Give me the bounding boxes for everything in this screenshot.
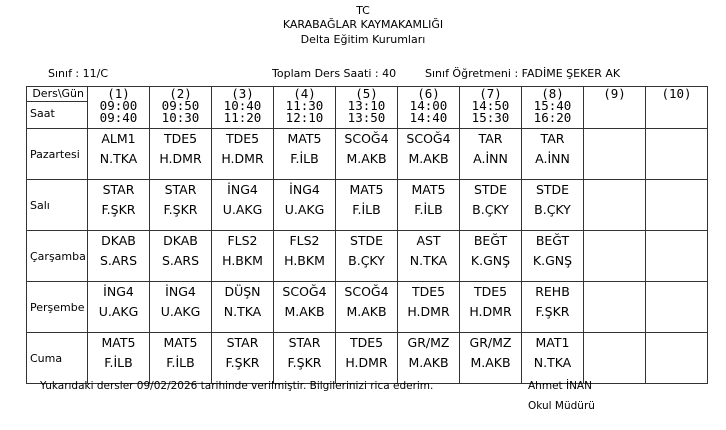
lesson-teacher: B.ÇKY xyxy=(472,202,509,217)
lesson-cell xyxy=(88,231,150,282)
lesson-course: STAR xyxy=(226,335,259,350)
day-label: Cuma xyxy=(27,333,88,384)
lesson-cell xyxy=(584,180,646,231)
lesson-course: SCOĞ4 xyxy=(344,284,389,299)
lesson-cell xyxy=(336,231,398,282)
lesson-course: SCOĞ4 xyxy=(406,131,451,146)
lesson-cell xyxy=(88,180,150,231)
header-line-district: KARABAĞLAR KAYMAKAMLIĞI xyxy=(282,18,444,31)
lesson-course: MAT5 xyxy=(411,182,446,197)
day-row xyxy=(27,180,708,231)
lesson-teacher: M.AKB xyxy=(408,151,449,166)
period-no: (2) xyxy=(169,86,192,101)
lesson-teacher: M.AKB xyxy=(408,355,449,370)
lesson-course: FLS2 xyxy=(289,233,320,248)
corner-lessons-days: Ders\Gün xyxy=(27,87,87,102)
period-header-8 xyxy=(522,87,584,129)
day-label: Salı xyxy=(27,180,88,231)
lesson-cell xyxy=(398,180,460,231)
lesson-course: DKAB xyxy=(163,233,198,248)
lesson-course: İNG4 xyxy=(103,284,134,299)
period-start: 11:30 xyxy=(285,98,324,113)
lesson-cell xyxy=(522,180,584,231)
day-row xyxy=(27,231,708,282)
total-hours-label: Toplam Ders Saati : 40 xyxy=(272,67,397,80)
period-end: 16:20 xyxy=(533,110,572,125)
lesson-teacher: M.AKB xyxy=(284,304,325,319)
lesson-teacher: A.İNN xyxy=(473,151,508,166)
lesson-cell xyxy=(336,129,398,180)
lesson-cell xyxy=(584,231,646,282)
day-label: Pazartesi xyxy=(27,129,88,180)
lesson-course: TDE5 xyxy=(411,284,446,299)
lesson-course: STAR xyxy=(164,182,197,197)
lesson-course: İNG4 xyxy=(165,284,196,299)
lesson-teacher: H.DMR xyxy=(221,151,264,166)
period-end: 12:10 xyxy=(285,110,324,125)
lesson-course: STDE xyxy=(535,182,570,197)
lesson-course: TDE5 xyxy=(473,284,508,299)
lesson-teacher: H.BKM xyxy=(222,253,263,268)
lesson-cell xyxy=(88,282,150,333)
lesson-cell xyxy=(212,180,274,231)
lesson-teacher: F.ŞKR xyxy=(535,304,570,319)
lesson-course: FLS2 xyxy=(227,233,258,248)
period-start: 13:10 xyxy=(347,98,386,113)
lesson-cell xyxy=(398,231,460,282)
lesson-cell xyxy=(336,282,398,333)
day-label: Çarşamba xyxy=(27,231,88,282)
lesson-course: İNG4 xyxy=(289,182,320,197)
day-label: Perşembe xyxy=(27,282,88,333)
period-header-7 xyxy=(460,87,522,129)
lesson-course: MAT5 xyxy=(163,335,198,350)
period-end: 09:40 xyxy=(99,110,138,125)
lesson-cell xyxy=(646,129,708,180)
lesson-cell xyxy=(460,282,522,333)
lesson-teacher: F.İLB xyxy=(414,202,443,217)
lesson-course: BEĞT xyxy=(535,233,570,248)
period-end: 11:20 xyxy=(223,110,262,125)
lesson-cell xyxy=(150,333,212,384)
lesson-teacher: S.ARS xyxy=(161,253,200,268)
lesson-teacher: N.TKA xyxy=(409,253,448,268)
lesson-course: STAR xyxy=(102,182,135,197)
day-row xyxy=(27,129,708,180)
lesson-course: STAR xyxy=(288,335,321,350)
period-header-4 xyxy=(274,87,336,129)
corner-time: Saat xyxy=(30,107,55,120)
lesson-cell xyxy=(274,129,336,180)
lesson-teacher: K.GNŞ xyxy=(532,253,573,268)
lesson-teacher: K.GNŞ xyxy=(470,253,511,268)
lesson-course: GR/MZ xyxy=(407,335,450,350)
period-no: (9) xyxy=(603,86,626,101)
lesson-cell xyxy=(274,333,336,384)
signer-name: Ahmet İNAN xyxy=(528,380,592,392)
lesson-cell xyxy=(274,282,336,333)
lesson-teacher: U.AKG xyxy=(222,202,263,217)
lesson-course: İNG4 xyxy=(227,182,258,197)
lesson-cell xyxy=(212,333,274,384)
period-start: 09:00 xyxy=(99,98,138,113)
lesson-cell xyxy=(522,231,584,282)
lesson-teacher: H.DMR xyxy=(407,304,450,319)
lesson-cell xyxy=(460,231,522,282)
period-no: (5) xyxy=(355,86,378,101)
period-header-2 xyxy=(150,87,212,129)
lesson-cell xyxy=(274,231,336,282)
lesson-cell xyxy=(646,282,708,333)
lesson-teacher: F.ŞKR xyxy=(101,202,136,217)
period-no: (1) xyxy=(107,86,130,101)
lesson-teacher: M.AKB xyxy=(470,355,511,370)
lesson-course: REHB xyxy=(535,284,570,299)
lesson-teacher: H.DMR xyxy=(159,151,202,166)
lesson-course: GR/MZ xyxy=(469,335,512,350)
lesson-cell xyxy=(460,333,522,384)
lesson-cell xyxy=(646,333,708,384)
lesson-course: SCOĞ4 xyxy=(282,284,327,299)
lesson-course: MAT1 xyxy=(535,335,570,350)
lesson-cell xyxy=(584,129,646,180)
lesson-cell xyxy=(336,180,398,231)
lesson-course: TAR xyxy=(478,131,503,146)
lesson-cell xyxy=(150,282,212,333)
lesson-course: DKAB xyxy=(101,233,136,248)
lesson-teacher: F.ŞKR xyxy=(287,355,322,370)
day-row xyxy=(27,282,708,333)
lesson-cell xyxy=(150,180,212,231)
lesson-cell xyxy=(398,282,460,333)
lesson-cell xyxy=(646,231,708,282)
period-no: (7) xyxy=(479,86,502,101)
lesson-cell xyxy=(88,333,150,384)
lesson-teacher: H.DMR xyxy=(345,355,388,370)
period-start: 14:00 xyxy=(409,98,448,113)
lesson-teacher: B.ÇKY xyxy=(534,202,571,217)
lesson-teacher: S.ARS xyxy=(99,253,138,268)
period-no: (10) xyxy=(661,86,692,101)
lesson-cell xyxy=(522,129,584,180)
lesson-course: DÜŞN xyxy=(224,284,261,299)
lesson-course: AST xyxy=(416,233,441,248)
lesson-cell xyxy=(150,129,212,180)
period-start: 10:40 xyxy=(223,98,262,113)
lesson-cell xyxy=(336,333,398,384)
period-end: 10:30 xyxy=(161,110,200,125)
lesson-course: BEĞT xyxy=(473,233,508,248)
lesson-course: TDE5 xyxy=(225,131,260,146)
lesson-teacher: U.AKG xyxy=(98,304,139,319)
class-teacher-label: Sınıf Öğretmeni : FADİME ŞEKER AK xyxy=(425,67,621,80)
signer-title: Okul Müdürü xyxy=(528,400,595,412)
lesson-teacher: B.ÇKY xyxy=(348,253,385,268)
period-header-6 xyxy=(398,87,460,129)
class-label: Sınıf : 11/C xyxy=(48,67,109,80)
lesson-cell xyxy=(150,231,212,282)
lesson-course: SCOĞ4 xyxy=(344,131,389,146)
lesson-teacher: H.DMR xyxy=(469,304,512,319)
day-row xyxy=(27,333,708,384)
lesson-cell xyxy=(88,129,150,180)
lesson-teacher: M.AKB xyxy=(346,304,387,319)
lesson-teacher: M.AKB xyxy=(346,151,387,166)
lesson-cell xyxy=(522,282,584,333)
lesson-course: MAT5 xyxy=(101,335,136,350)
lesson-course: ALM1 xyxy=(101,131,136,146)
lesson-course: STDE xyxy=(349,233,384,248)
lesson-cell xyxy=(460,180,522,231)
lesson-teacher: F.İLB xyxy=(290,151,319,166)
period-start: 14:50 xyxy=(471,98,510,113)
lesson-teacher: A.İNN xyxy=(535,151,570,166)
lesson-cell xyxy=(584,333,646,384)
header-line-tc: TC xyxy=(356,4,370,17)
lesson-cell xyxy=(398,129,460,180)
period-end: 13:50 xyxy=(347,110,386,125)
lesson-cell xyxy=(212,129,274,180)
lesson-cell xyxy=(398,333,460,384)
lesson-course: MAT5 xyxy=(287,131,322,146)
lesson-course: TDE5 xyxy=(349,335,384,350)
lesson-teacher: N.TKA xyxy=(533,355,572,370)
lesson-teacher: U.AKG xyxy=(284,202,325,217)
lesson-course: TAR xyxy=(540,131,565,146)
lesson-teacher: F.İLB xyxy=(352,202,381,217)
lesson-teacher: U.AKG xyxy=(160,304,201,319)
lesson-teacher: F.İLB xyxy=(104,355,133,370)
timetable xyxy=(26,86,708,384)
lesson-teacher: F.ŞKR xyxy=(225,355,260,370)
header-line-institution: Delta Eğitim Kurumları xyxy=(300,33,426,46)
lesson-teacher: N.TKA xyxy=(223,304,262,319)
period-no: (4) xyxy=(293,86,316,101)
lesson-course: STDE xyxy=(473,182,508,197)
period-header-10 xyxy=(646,87,708,129)
lesson-cell xyxy=(646,180,708,231)
period-no: (3) xyxy=(231,86,254,101)
period-no: (8) xyxy=(541,86,564,101)
period-end: 14:40 xyxy=(409,110,448,125)
lesson-teacher: N.TKA xyxy=(99,151,138,166)
lesson-teacher: F.ŞKR xyxy=(163,202,198,217)
lesson-cell xyxy=(274,180,336,231)
period-header-1 xyxy=(88,87,150,129)
lesson-course: MAT5 xyxy=(349,182,384,197)
lesson-cell xyxy=(584,282,646,333)
lesson-cell xyxy=(212,282,274,333)
period-no: (6) xyxy=(417,86,440,101)
lesson-course: TDE5 xyxy=(163,131,198,146)
corner-cell xyxy=(27,87,88,129)
lesson-teacher: F.İLB xyxy=(166,355,195,370)
lesson-cell xyxy=(460,129,522,180)
lesson-teacher: H.BKM xyxy=(284,253,325,268)
footer-note: Yukarıdaki dersler 09/02/2026 tarihinde verilmiştir. Bilgilerinizi rica ederim. xyxy=(40,380,434,392)
period-end: 15:30 xyxy=(471,110,510,125)
period-header-row xyxy=(27,87,708,129)
lesson-cell xyxy=(522,333,584,384)
period-header-3 xyxy=(212,87,274,129)
period-header-5 xyxy=(336,87,398,129)
period-header-9 xyxy=(584,87,646,129)
period-start: 15:40 xyxy=(533,98,572,113)
period-start: 09:50 xyxy=(161,98,200,113)
lesson-cell xyxy=(212,231,274,282)
